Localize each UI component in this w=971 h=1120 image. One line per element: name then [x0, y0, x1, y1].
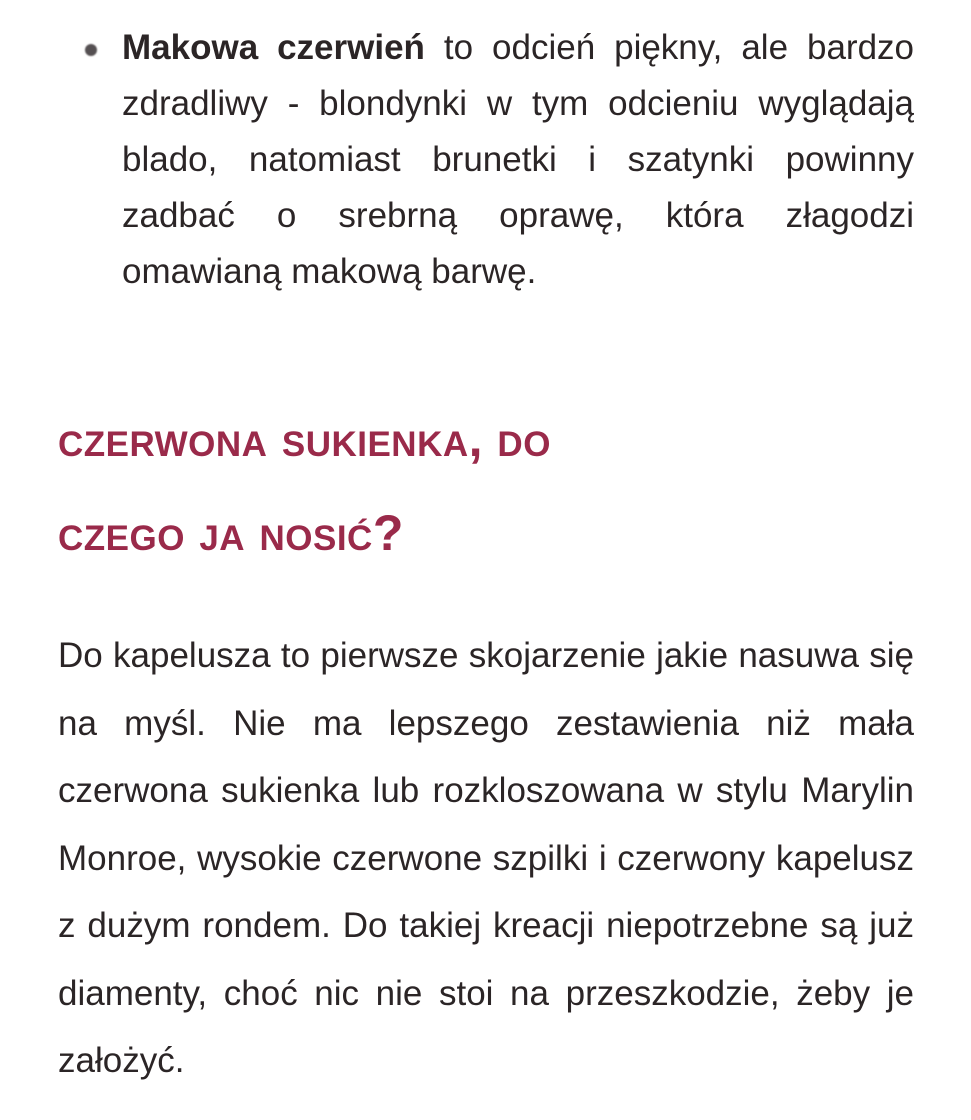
bold-term: Makowa czerwień: [122, 28, 425, 67]
section-heading: [58, 392, 918, 580]
list-item: [122, 20, 914, 300]
body-paragraph: Do kapelusza to pierwsze skojarzenie jakie nasuwa się na myśl. Nie ma lepszego zestawienia niż mała czerwona sukienka lub rozkloszowana w stylu Marylin Monroe, wysokie czerwone szpilki i czerwony kapelusz z dużym rondem. Do takiej kreacji niepotrzebne są już diamenty, choć nic nie stoi na przeszkodzie, żeby je założyć.: [58, 636, 914, 1080]
section-heading-line-2: czego ja nosić?: [58, 505, 404, 561]
bullet-list: [0, 20, 971, 300]
list-item-text: to odcień piękny, ale bardzo zdradliwy - blondynki w tym odcieniu wyglądają blado, natomiast brunetki i szatynki powinny zadbać o srebrną oprawę, która złagodzi omawianą makową barwę.: [122, 28, 915, 291]
section-heading-line-1: czerwona sukienka, do: [58, 411, 551, 467]
bullet-icon: [85, 44, 97, 56]
